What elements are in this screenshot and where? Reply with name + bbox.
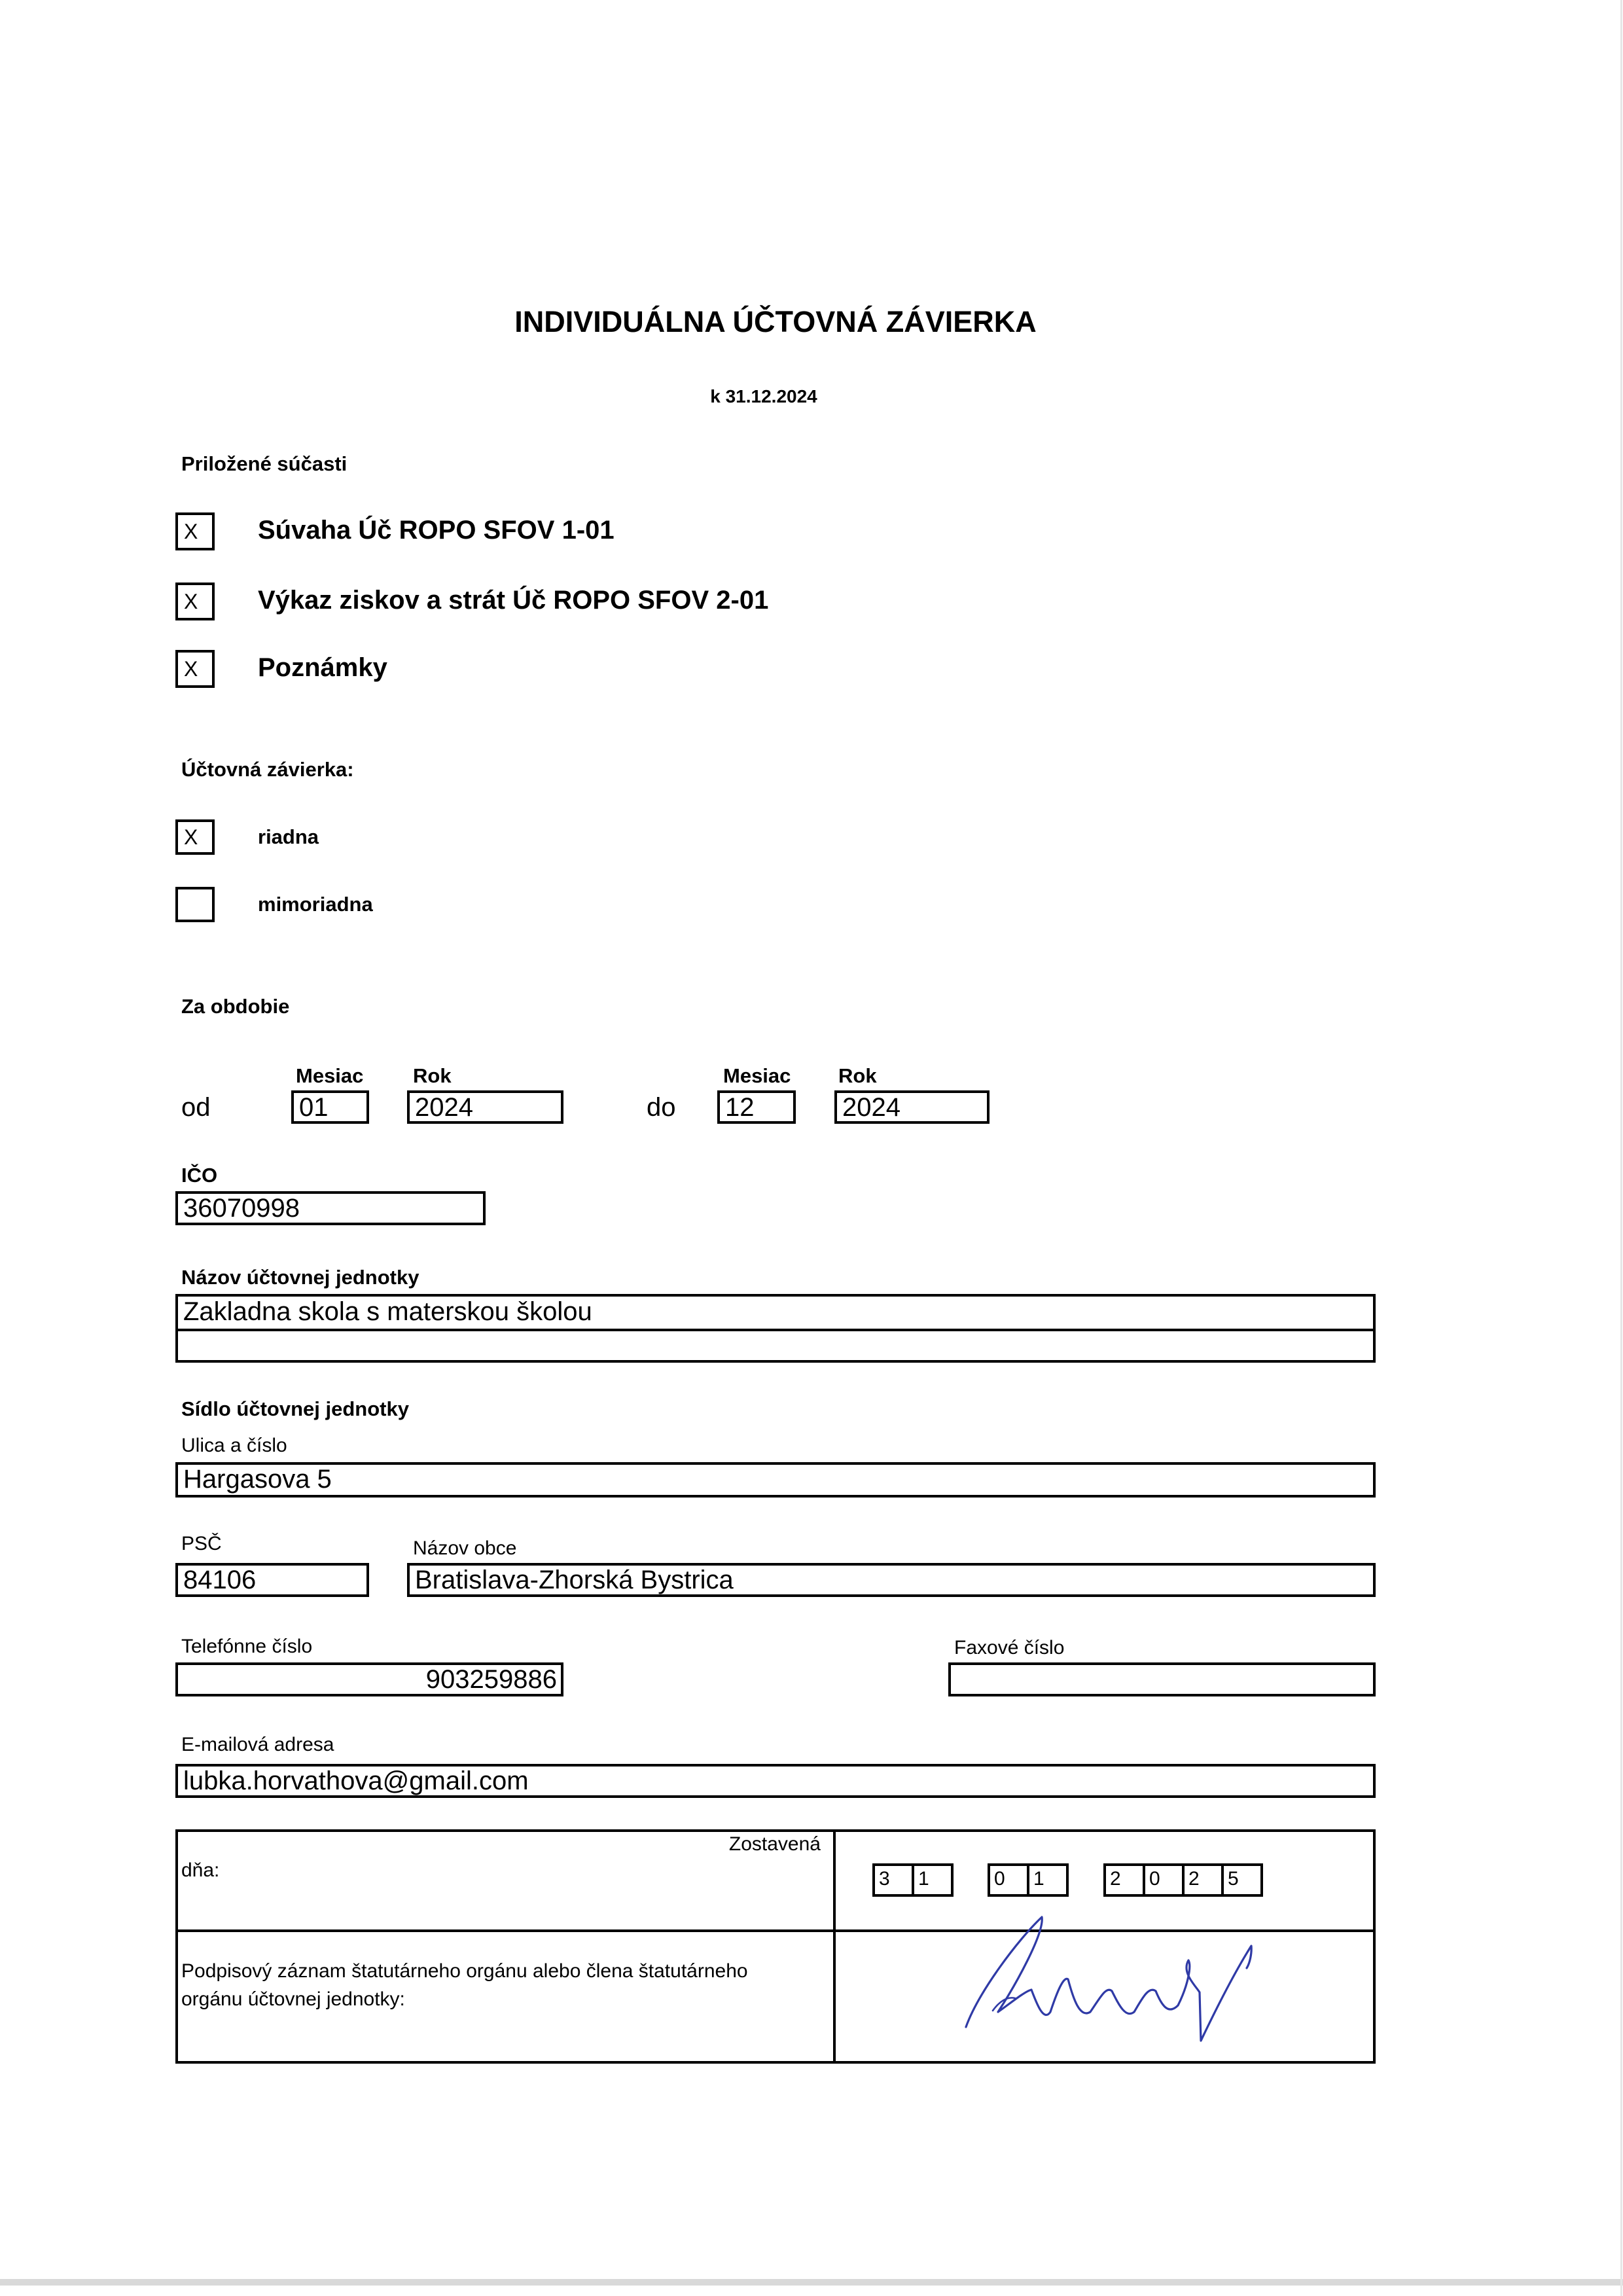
street-field[interactable]: Hargasova 5	[175, 1462, 1376, 1498]
label-extraordinary: mimoriadna	[258, 893, 373, 916]
seat-heading: Sídlo účtovnej jednotky	[181, 1397, 409, 1420]
table-column-divider	[833, 1829, 836, 2064]
as-of-date: k 31.12.2024	[710, 386, 817, 406]
compiled-year-digit-1[interactable]: 2	[1103, 1863, 1145, 1897]
checkbox-income-statement[interactable]: X	[175, 583, 215, 620]
checkbox-balance-sheet[interactable]: X	[175, 512, 215, 550]
compiled-year-digit-3[interactable]: 2	[1182, 1863, 1224, 1897]
entity-name-field[interactable]	[175, 1294, 1376, 1363]
signature-label-line-1: Podpisový záznam štatutárneho orgánu alebo člena štatutárneho	[181, 1960, 748, 1982]
compiled-year	[1103, 1863, 1263, 1897]
entity-name-label: Názov účtovnej jednotky	[181, 1266, 419, 1289]
checkbox-regular[interactable]: X	[175, 819, 215, 855]
fax-label: Faxové číslo	[954, 1637, 1065, 1659]
label-regular: riadna	[258, 825, 319, 848]
document-title: INDIVIDUÁLNA ÚČTOVNÁ ZÁVIERKA	[514, 305, 1037, 338]
phone-label: Telefónne číslo	[181, 1636, 313, 1657]
street-label: Ulica a číslo	[181, 1435, 287, 1456]
ico-label: IČO	[181, 1164, 218, 1187]
compiled-month	[988, 1863, 1069, 1897]
label-balance-sheet: Súvaha Úč ROPO SFOV 1-01	[258, 516, 615, 545]
signature-label-line-2: orgánu účtovnej jednotky:	[181, 1988, 405, 2010]
from-prefix: od	[181, 1093, 211, 1122]
email-label: E-mailová adresa	[181, 1734, 334, 1755]
from-year-label: Rok	[413, 1064, 452, 1087]
compiled-label: Zostavená	[728, 1833, 821, 1855]
checkbox-extraordinary[interactable]	[175, 887, 215, 922]
compiled-month-digit-1[interactable]: 0	[988, 1863, 1029, 1897]
from-month-label: Mesiac	[296, 1064, 364, 1087]
label-notes: Poznámky	[258, 653, 387, 682]
statement-type-heading: Účtovná závierka:	[181, 758, 354, 781]
checkbox-notes[interactable]: X	[175, 650, 215, 688]
zip-label: PSČ	[181, 1533, 222, 1554]
entity-name-line-2[interactable]	[178, 1331, 1373, 1363]
phone-field[interactable]: 903259886	[175, 1662, 563, 1696]
scan-bottom-edge	[0, 2279, 1623, 2286]
compiled-day	[872, 1863, 954, 1897]
label-income-statement: Výkaz ziskov a strát Úč ROPO SFOV 2-01	[258, 586, 769, 615]
city-label: Názov obce	[413, 1537, 517, 1559]
scan-right-edge	[1620, 0, 1622, 2296]
compiled-day-digit-1[interactable]: 3	[872, 1863, 914, 1897]
from-month-field[interactable]: 01	[291, 1090, 369, 1124]
to-month-label: Mesiac	[723, 1064, 791, 1087]
from-year-field[interactable]: 2024	[407, 1090, 563, 1124]
compiled-date-label: dňa:	[181, 1859, 220, 1881]
to-year-field[interactable]: 2024	[834, 1090, 990, 1124]
period-heading: Za obdobie	[181, 995, 290, 1018]
email-field[interactable]: lubka.horvathova@gmail.com	[175, 1764, 1376, 1798]
to-year-label: Rok	[838, 1064, 877, 1087]
ico-field[interactable]: 36070998	[175, 1191, 486, 1225]
to-prefix: do	[647, 1093, 676, 1122]
attached-parts-heading: Priložené súčasti	[181, 452, 348, 475]
to-month-field[interactable]: 12	[717, 1090, 796, 1124]
compiled-year-digit-2[interactable]: 0	[1143, 1863, 1185, 1897]
entity-name-line-1[interactable]: Zakladna skola s materskou školou	[178, 1297, 1373, 1331]
compiled-month-digit-2[interactable]: 1	[1027, 1863, 1069, 1897]
handwritten-signature	[952, 1912, 1266, 2047]
city-field[interactable]: Bratislava-Zhorská Bystrica	[407, 1563, 1376, 1597]
compiled-day-digit-2[interactable]: 1	[912, 1863, 954, 1897]
compiled-year-digit-4[interactable]: 5	[1221, 1863, 1263, 1897]
zip-field[interactable]: 84106	[175, 1563, 369, 1597]
fax-field[interactable]	[948, 1662, 1376, 1696]
